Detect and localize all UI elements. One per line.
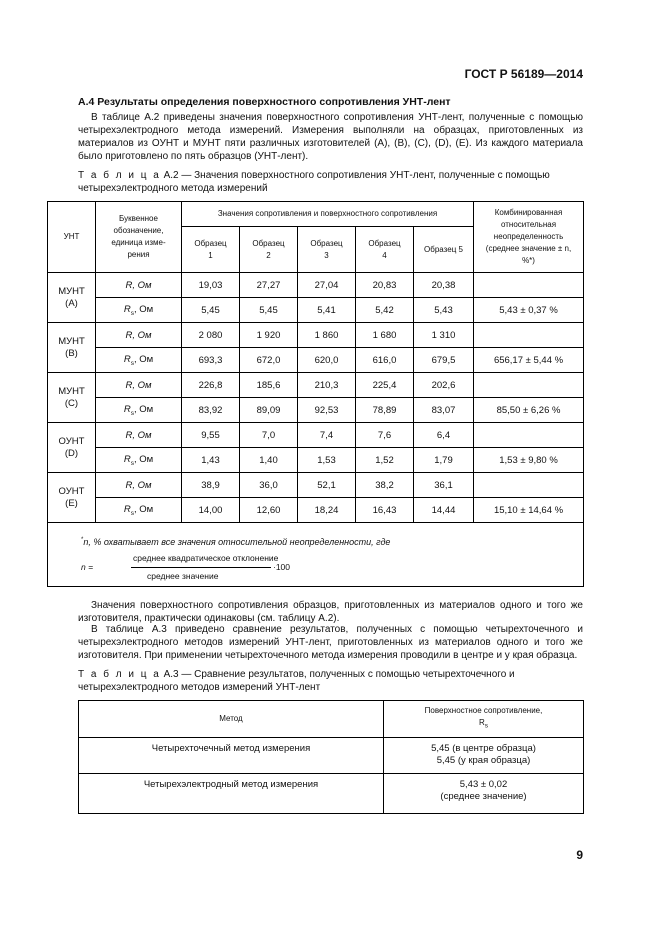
table-a2-header-row — [48, 202, 584, 227]
formula-denominator: среднее значение — [147, 571, 219, 581]
value-cell: 14,00 — [182, 498, 240, 523]
formula-numerator: среднее квадратическое отклонение — [133, 553, 279, 563]
value-cell: 679,5 — [414, 348, 474, 373]
value-cell: 5,45 — [240, 298, 298, 323]
header-sample-5: Образец 5 — [414, 227, 474, 273]
value-cell: 14,44 — [414, 498, 474, 523]
empty-cell — [474, 423, 584, 448]
value-cell: 38,9 — [182, 473, 240, 498]
value-cell: 92,53 — [298, 398, 356, 423]
section-heading: А.4 Результаты определения поверхностного сопротивления УНТ-лент — [78, 96, 451, 108]
value-cell: 27,04 — [298, 273, 356, 298]
page-number: 9 — [576, 848, 583, 862]
value-cell: 38,2 — [356, 473, 414, 498]
value-cell: 16,43 — [356, 498, 414, 523]
formula-lhs: n = — [81, 562, 94, 572]
uncertainty-cell: 15,10 ± 14,64 % — [474, 498, 584, 523]
value-cell: 36,1 — [414, 473, 474, 498]
value-cell: 7,4 — [298, 423, 356, 448]
value-cell: 5,43 ± 0,02 (среднее значение) — [384, 774, 584, 814]
table-row — [48, 423, 584, 448]
unt-cell: ОУНТ (Е) — [48, 473, 96, 523]
value-cell: 5,45 (в центре образца) 5,45 (у края образца) — [384, 738, 584, 774]
rs-label-cell: $R_s$, Ом — [96, 448, 182, 473]
table-row — [48, 473, 584, 498]
value-cell: 202,6 — [414, 373, 474, 398]
paragraph-comparison — [78, 623, 583, 662]
value-cell: 7,0 — [240, 423, 298, 448]
value-cell: 210,3 — [298, 373, 356, 398]
uncertainty-cell: 85,50 ± 6,26 % — [474, 398, 584, 423]
table-row — [79, 774, 584, 814]
unt-cell: ОУНТ (D) — [48, 423, 96, 473]
value-cell: 185,6 — [240, 373, 298, 398]
uncertainty-cell: 656,17 ± 5,44 % — [474, 348, 584, 373]
table-a2-label: Т а б л и ц а — [78, 170, 161, 181]
table-row — [48, 348, 584, 373]
value-cell: 52,1 — [298, 473, 356, 498]
header-sample-2: Образец 2 — [240, 227, 298, 273]
rs-label-cell: $R_s$, Ом — [96, 398, 182, 423]
table-a2-caption-text: А.2 — Значения поверхностного сопротивления УНТ-лент, полученные с помощью четырехэлектродного метода измерений — [78, 170, 550, 194]
value-cell: 27,27 — [240, 273, 298, 298]
value-cell: 5,45 — [182, 298, 240, 323]
value-cell: 6,4 — [414, 423, 474, 448]
value-cell: 36,0 — [240, 473, 298, 498]
value-cell: 18,24 — [298, 498, 356, 523]
header-sample-1: Образец 1 — [182, 227, 240, 273]
value-cell: 83,92 — [182, 398, 240, 423]
formula-rhs: ·100 — [273, 562, 291, 572]
value-cell: 620,0 — [298, 348, 356, 373]
r-label-cell: R, Ом — [96, 273, 182, 298]
unt-cell: МУНТ (В) — [48, 323, 96, 373]
r-label-cell: R, Ом — [96, 373, 182, 398]
table-a3-caption — [78, 668, 583, 694]
value-cell: 83,07 — [414, 398, 474, 423]
value-cell: 7,6 — [356, 423, 414, 448]
value-cell: 693,3 — [182, 348, 240, 373]
header-method: Метод — [79, 701, 384, 738]
table-row — [48, 298, 584, 323]
value-cell: 616,0 — [356, 348, 414, 373]
header-unt: УНТ — [48, 202, 96, 273]
header-uncertainty: Комбинированная относительная неопределенность (среднее значение ± n, %*) — [474, 202, 584, 273]
table-row — [48, 373, 584, 398]
value-cell: 89,09 — [240, 398, 298, 423]
document-id: ГОСТ Р 56189—2014 — [464, 67, 583, 81]
uncertainty-cell: 1,53 ± 9,80 % — [474, 448, 584, 473]
r-label-cell: R, Ом — [96, 473, 182, 498]
footnote-cell — [48, 523, 584, 587]
empty-cell — [474, 373, 584, 398]
value-cell: 226,8 — [182, 373, 240, 398]
table-a3 — [78, 700, 584, 814]
header-sample-3: Образец 3 — [298, 227, 356, 273]
table-row — [48, 448, 584, 473]
value-cell: 19,03 — [182, 273, 240, 298]
method-cell: Четырехточечный метод измерения — [79, 738, 384, 774]
value-cell: 5,42 — [356, 298, 414, 323]
value-cell: 1,43 — [182, 448, 240, 473]
table-row — [48, 273, 584, 298]
rs-label-cell: $R_s$, Ом — [96, 348, 182, 373]
paragraph-conclusion-text: Значения поверхностного сопротивления образцов, приготовленных из материалов одного и того же изготовителя, практически одинаковы (см. таблицу А.2). — [78, 600, 583, 624]
value-cell: 78,89 — [356, 398, 414, 423]
table-a2-footnote-row — [48, 523, 584, 587]
rs-label-cell: $R_s$, Ом — [96, 498, 182, 523]
table-row — [48, 323, 584, 348]
paragraph-comparison-text: В таблице А.3 приведено сравнение результатов, полученных с помощью четырехточечного и четырехэлектродного методов измерений УНТ-лент, приготовленных из материалов одного и того же изготовителя. При применении четырехточечного метода измерения проводили в центре и у края образца. — [78, 624, 583, 661]
value-cell: 225,4 — [356, 373, 414, 398]
value-cell: 1,40 — [240, 448, 298, 473]
table-row — [48, 498, 584, 523]
header-designation: Буквенное обозначение, единица изме-рения — [96, 202, 182, 273]
method-cell: Четырехэлектродный метод измерения — [79, 774, 384, 814]
table-a3-caption-text: А.3 — Сравнение результатов, полученных с помощью четырехточечного и четырехэлектродного методов измерений УНТ-лент — [78, 669, 515, 693]
value-cell: 20,83 — [356, 273, 414, 298]
value-cell: 1 680 — [356, 323, 414, 348]
paragraph-conclusion — [78, 599, 583, 625]
r-label-cell: R, Ом — [96, 323, 182, 348]
value-cell: 1,79 — [414, 448, 474, 473]
table-a3-label: Т а б л и ц а — [78, 669, 161, 680]
unt-cell: МУНТ (С) — [48, 373, 96, 423]
uncertainty-cell: 5,43 ± 0,37 % — [474, 298, 584, 323]
value-cell: 9,55 — [182, 423, 240, 448]
value-cell: 1,52 — [356, 448, 414, 473]
value-cell: 672,0 — [240, 348, 298, 373]
value-cell: 5,43 — [414, 298, 474, 323]
fraction-bar — [131, 567, 271, 568]
table-row — [48, 398, 584, 423]
unt-cell: МУНТ (А) — [48, 273, 96, 323]
value-cell: 20,38 — [414, 273, 474, 298]
empty-cell — [474, 273, 584, 298]
table-a2 — [47, 201, 584, 587]
r-label-cell: R, Ом — [96, 423, 182, 448]
empty-cell — [474, 323, 584, 348]
paragraph-intro — [78, 111, 583, 163]
value-cell: 2 080 — [182, 323, 240, 348]
table-row — [79, 738, 584, 774]
header-resistance: Поверхностное сопротивление, $R_s$ — [384, 701, 584, 738]
empty-cell — [474, 473, 584, 498]
table-a2-caption — [78, 169, 583, 195]
value-cell: 1,53 — [298, 448, 356, 473]
value-cell: 1 860 — [298, 323, 356, 348]
rs-label-cell: $R_s$, Ом — [96, 298, 182, 323]
paragraph-intro-text: В таблице А.2 приведены значения поверхностного сопротивления УНТ-лент, полученные с помощью четырехэлектродного метода измерений. Измерения выполняли на образцах, приготовленных из материалов из ОУНТ и МУНТ пяти различных изготовителей (А), (В), (С), (D), (Е). Из каждого материала было приготовлено по пять образцов (УНТ-лент). — [78, 112, 583, 162]
table-a3-header-row — [79, 701, 584, 738]
header-sample-4: Образец 4 — [356, 227, 414, 273]
footnote-text: *n, % охватывает все значения относительной неопределенности, где — [81, 537, 391, 547]
value-cell: 12,60 — [240, 498, 298, 523]
value-cell: 5,41 — [298, 298, 356, 323]
value-cell: 1 920 — [240, 323, 298, 348]
header-values-group: Значения сопротивления и поверхностного сопротивления — [182, 202, 474, 227]
value-cell: 1 310 — [414, 323, 474, 348]
